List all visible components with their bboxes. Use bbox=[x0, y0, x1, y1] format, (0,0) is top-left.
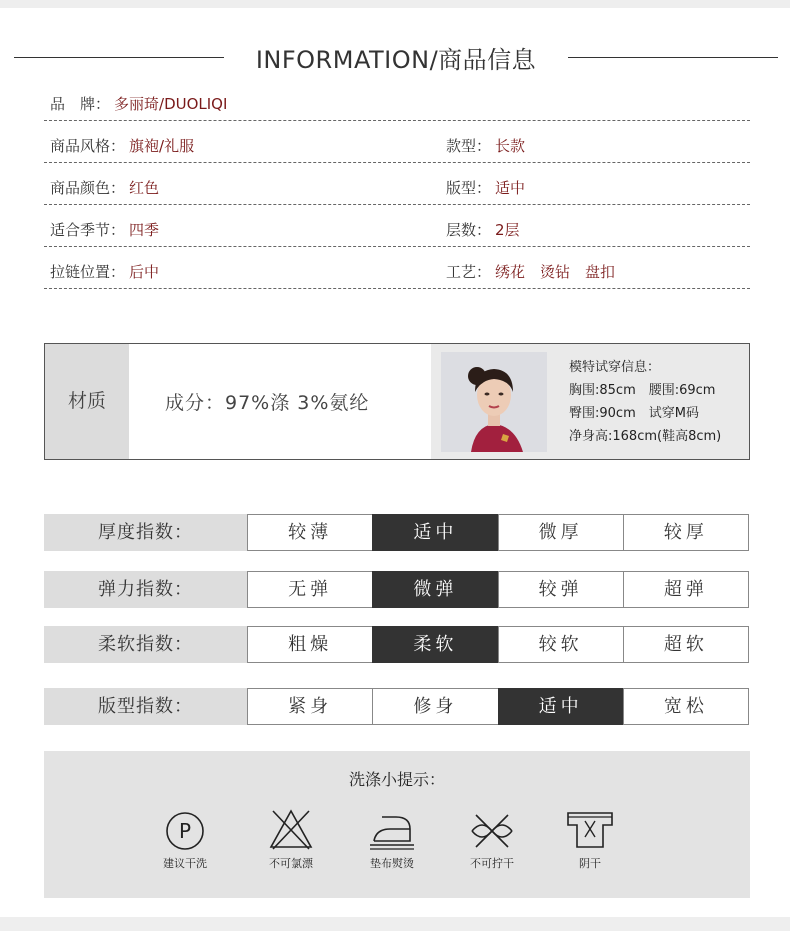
top-band bbox=[0, 0, 790, 8]
model-portrait-icon bbox=[441, 352, 547, 452]
index-label: 弹力指数： bbox=[44, 571, 247, 608]
info-row-zipper bbox=[44, 250, 750, 289]
wash-label: 不可氯漂 bbox=[269, 857, 313, 870]
wash-item bbox=[550, 807, 630, 871]
info-label: 款型： bbox=[446, 137, 492, 155]
info-value: 长款 bbox=[495, 137, 526, 155]
index-option[interactable]: 粗燥 bbox=[247, 626, 373, 663]
info-value: 后中 bbox=[129, 263, 160, 281]
info-row-color bbox=[44, 166, 750, 205]
model-measurements bbox=[569, 356, 721, 448]
material-panel bbox=[44, 343, 750, 460]
material-composition: 成分：97%涤 3%氨纶 bbox=[165, 392, 370, 414]
no-bleach-icon bbox=[267, 807, 315, 851]
index-label: 柔软指数： bbox=[44, 626, 247, 663]
section-header bbox=[0, 40, 790, 74]
info-label: 工艺： bbox=[446, 263, 492, 281]
wash-label: 不可拧干 bbox=[470, 857, 514, 870]
info-value: 2层 bbox=[495, 221, 520, 239]
iron-with-cloth-icon bbox=[366, 807, 418, 851]
wash-tips-panel bbox=[44, 751, 750, 898]
wash-item bbox=[452, 807, 532, 871]
header-rule-right bbox=[568, 57, 778, 58]
wash-label: 建议干洗 bbox=[163, 857, 207, 870]
model-info-line: 胸围:85cm 腰围:69cm bbox=[569, 383, 716, 398]
wash-label: 阴干 bbox=[579, 857, 601, 870]
index-option[interactable]: 宽松 bbox=[623, 688, 749, 725]
info-label: 品 牌： bbox=[50, 95, 111, 113]
model-photo bbox=[441, 352, 547, 452]
wash-label: 垫布熨烫 bbox=[370, 857, 414, 870]
info-row-style bbox=[44, 124, 750, 163]
model-panel bbox=[431, 344, 749, 459]
info-label: 拉链位置： bbox=[50, 263, 126, 281]
index-label: 厚度指数： bbox=[44, 514, 247, 551]
wash-item bbox=[352, 807, 432, 871]
no-wring-icon bbox=[466, 807, 518, 851]
info-label: 适合季节： bbox=[50, 221, 126, 239]
index-option[interactable]: 较厚 bbox=[623, 514, 749, 551]
index-option[interactable]: 较薄 bbox=[247, 514, 373, 551]
bottom-band bbox=[0, 917, 790, 931]
index-option[interactable]: 超弹 bbox=[623, 571, 749, 608]
info-row-season bbox=[44, 208, 750, 247]
info-label: 层数： bbox=[446, 221, 492, 239]
index-option-selected[interactable]: 适中 bbox=[372, 514, 498, 551]
wash-item bbox=[145, 807, 225, 871]
info-label: 商品风格： bbox=[50, 137, 126, 155]
index-label: 版型指数： bbox=[44, 688, 247, 725]
index-option[interactable]: 修身 bbox=[372, 688, 498, 725]
index-option-selected[interactable]: 微弹 bbox=[372, 571, 498, 608]
index-row-softness bbox=[44, 626, 750, 663]
model-info-line: 臀围:90cm 试穿M码 bbox=[569, 406, 699, 421]
info-value: 适中 bbox=[495, 179, 526, 197]
section-title: INFORMATION/商品信息 bbox=[255, 46, 537, 74]
index-option[interactable]: 超软 bbox=[623, 626, 749, 663]
info-label: 版型： bbox=[446, 179, 492, 197]
index-option[interactable]: 紧身 bbox=[247, 688, 373, 725]
svg-text:P: P bbox=[178, 819, 192, 843]
model-info-line: 净身高:168cm(鞋高8cm) bbox=[569, 429, 722, 444]
wash-tips-title: 洗涤小提示： bbox=[348, 770, 445, 789]
info-value: 红色 bbox=[129, 179, 160, 197]
info-value: 旗袍/礼服 bbox=[129, 137, 195, 155]
index-option[interactable]: 较软 bbox=[498, 626, 624, 663]
index-row-fit bbox=[44, 688, 750, 725]
index-option[interactable]: 无弹 bbox=[247, 571, 373, 608]
index-option[interactable]: 微厚 bbox=[498, 514, 624, 551]
info-value: 四季 bbox=[129, 221, 160, 239]
material-label: 材质 bbox=[45, 344, 129, 459]
info-value: 绣花 烫钻 盘扣 bbox=[495, 263, 616, 281]
dry-clean-icon bbox=[163, 807, 207, 851]
index-option-selected[interactable]: 柔软 bbox=[372, 626, 498, 663]
model-info-title: 模特试穿信息： bbox=[569, 360, 661, 375]
index-row-thickness bbox=[44, 514, 750, 551]
index-row-elasticity bbox=[44, 571, 750, 608]
shade-dry-icon bbox=[565, 807, 615, 851]
info-value: 多丽琦/DUOLIQI bbox=[114, 95, 228, 113]
index-option[interactable]: 较弹 bbox=[498, 571, 624, 608]
info-label: 商品颜色： bbox=[50, 179, 126, 197]
header-rule-left bbox=[14, 57, 224, 58]
index-option-selected[interactable]: 适中 bbox=[498, 688, 624, 725]
info-row-brand bbox=[44, 82, 750, 121]
wash-item bbox=[251, 807, 331, 871]
